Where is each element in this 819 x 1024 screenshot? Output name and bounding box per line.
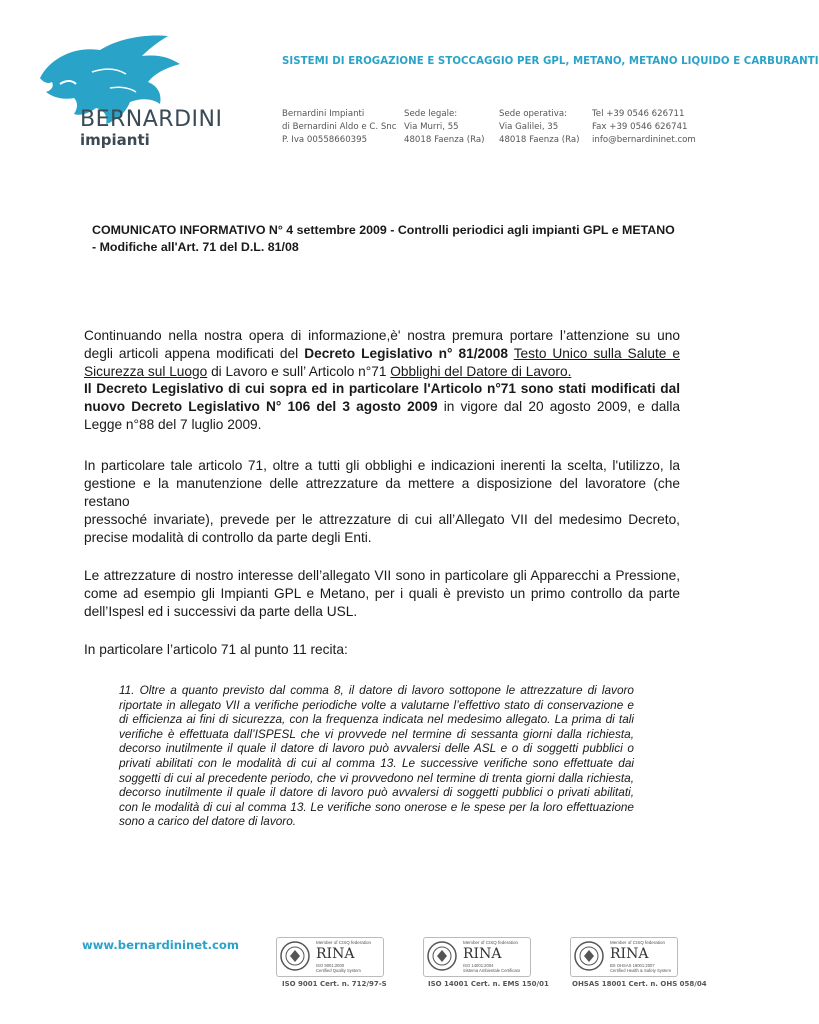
paragraph-article71-a: In particolare tale articolo 71, oltre a tutti gli obblighi e indicazioni inerenti la scelta, l'utilizzo, la gestione e la manutenzione delle attrezzature da mettere a disposizione del lavoratore (che restano xyxy=(84,458,680,509)
document-title: COMUNICATO INFORMATIVO N° 4 settembre 2009 - Controlli periodici agli impianti GPL e METANO - Modifiche all'Art. 71 del D.L. 81/08 xyxy=(92,223,675,254)
company-line: di Bernardini Aldo e C. Snc xyxy=(282,122,397,132)
legal-line: Sede legale: xyxy=(404,109,458,119)
cert-caption: OHSAS 18001 Cert. n. OHS 058/04 xyxy=(572,980,707,988)
operative-address xyxy=(499,108,580,147)
header-tagline: SISTEMI DI EROGAZIONE E STOCCAGGIO PER GPL, METANO, METANO LIQUIDO E CARBURANTI xyxy=(282,56,819,67)
cert-iso9001: Member of CISQ federation RINA ISO 9001:2000 Certified Quality System xyxy=(276,937,384,977)
website-link[interactable]: www.bernardininet.com xyxy=(82,938,239,952)
rina-seal-icon xyxy=(279,940,311,972)
brand xyxy=(80,108,222,148)
company-info xyxy=(282,108,396,147)
cert-iso14001: Member of CISQ federation RINA ISO 14001:2004 Sistema Ambientale Certificato xyxy=(423,937,531,977)
legal-address xyxy=(404,108,485,147)
cert-caption: ISO 9001 Cert. n. 712/97-S xyxy=(282,980,387,988)
cert-ohsas18001: Member of CISQ federation RINA BS OHSAS 18001:2007 Certified Health & Safety System xyxy=(570,937,678,977)
paragraph-equipment: Le attrezzature di nostro interesse dell’allegato VII sono in particolare gli Apparecchi a Pressione, come ad esempio gli Impianti GPL e Metano, per i quali è previsto un primo controllo da parte dell’Ispesl ed i successivi da parte della USL. xyxy=(84,568,680,619)
brand-subtitle: impianti xyxy=(80,131,150,149)
operative-line: Via Galilei, 35 xyxy=(499,122,559,132)
brand-name: BERNARDINI xyxy=(80,107,223,132)
phone: Tel +39 0546 626711 xyxy=(592,109,685,119)
operative-line: Sede operativa: xyxy=(499,109,568,119)
operative-line: 48018 Faenza (Ra) xyxy=(499,135,580,145)
company-line: P. Iva 00558660395 xyxy=(282,135,368,145)
email-link[interactable]: info@bernardininet.com xyxy=(592,135,696,145)
legal-line: 48018 Faenza (Ra) xyxy=(404,135,485,145)
rina-seal-icon xyxy=(573,940,605,972)
fax: Fax +39 0546 626741 xyxy=(592,122,688,132)
paragraph-article71-b: pressoché invariate), prevede per le attrezzature di cui all’Allegato VII del medesimo Decreto, precise modalità di controllo da parte degli Enti. xyxy=(84,512,680,545)
quote-article71-point11: 11. Oltre a quanto previsto dal comma 8, il datore di lavoro sottopone le attrezzature di lavoro riportate in allegato VII a verifiche periodiche volte a valutarne l’effettivo stato di conservazione e di efficienza ai fini di sicurezza, con la frequenza indicata nel medesimo allegato. La prima di tali verifiche è effettuata dall’ISPESL che vi provvede nel termine di sessanta giorni dalla richiesta, decorso inutilmente il quale il datore di lavoro può avvalersi delle ASL e o di soggetti pubblici o privati abilitati con le modalità di cui al comma 13. Le successive verifiche sono effettuate dai soggetti di cui al precedente periodo, che vi provvedono nel termine di trenta giorni dalla richiesta, decorso inutilmente il quale il datore di lavoro può avvalersi di soggetti pubblici o privati abilitati, con le modalità di cui al comma 13. Le verifiche sono onerose e le spese per la loro effettuazione sono a carico del datore di lavoro. xyxy=(119,683,634,829)
paragraph-intro: Continuando nella nostra opera di informazione,è' nostra premura portare l’attenzione su uno degli articoli appena modificati del Decreto Legislativo n° 81/2008 Testo Unico sulla Salute e Sicurezza sul Luogo di Lavoro e sull’ Articolo n°71 Obblighi del Datore di Lavoro. Il Decreto Legislativo di cui sopra ed in particolare l'Articolo n°71 sono stati modificati dal nuovo Decreto Legislativo N° 106 del 3 agosto 2009 in vigore dal 20 agosto 2009, e dalla Legge n°88 del 7 luglio 2009. xyxy=(84,328,680,432)
contacts xyxy=(592,108,696,147)
rina-seal-icon xyxy=(426,940,458,972)
company-line: Bernardini Impianti xyxy=(282,109,365,119)
legal-line: Via Murri, 55 xyxy=(404,122,459,132)
paragraph-point11: In particolare l’articolo 71 al punto 11 recita: xyxy=(84,642,348,657)
cert-caption: ISO 14001 Cert. n. EMS 150/01 xyxy=(428,980,549,988)
